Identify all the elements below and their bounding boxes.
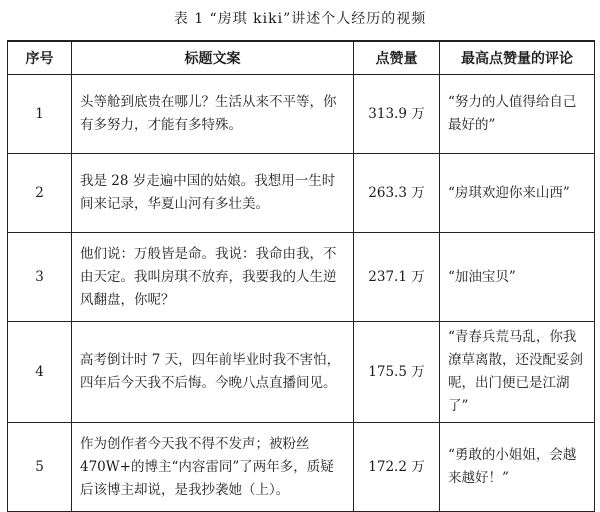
table-row [8, 423, 595, 512]
row-likes: 313.9 万 [354, 75, 440, 154]
row-comment: “勇敢的小姐姐，会越来越好！” [440, 423, 595, 512]
row-title: 头等舱到底贵在哪儿？生活从来不平等，你有多努力，才能有多特殊。 [72, 75, 354, 154]
row-title: 作为创作者今天我不得不发声；被粉丝 470W+的博主“内容雷同”了两年多，质疑后该博主却说，是我抄袭她（上）。 [72, 423, 354, 512]
row-no: 2 [8, 154, 72, 233]
table-row [8, 154, 595, 233]
header-likes: 点赞量 [354, 41, 440, 75]
row-likes: 175.5 万 [354, 322, 440, 423]
header-title: 标题文案 [72, 41, 354, 75]
table-row [8, 322, 595, 423]
row-likes: 172.2 万 [354, 423, 440, 512]
row-comment: “房琪欢迎你来山西” [440, 154, 595, 233]
row-no: 1 [8, 75, 72, 154]
row-comment: “青春兵荒马乱，你我潦草离散，还没配妥剑呢，出门便已是江湖了” [440, 322, 595, 423]
row-comment: “努力的人值得给自己最好的” [440, 75, 595, 154]
row-likes: 263.3 万 [354, 154, 440, 233]
header-comment: 最高点赞量的评论 [440, 41, 595, 75]
row-title: 高考倒计时 7 天，四年前毕业时我不害怕，四年后今天我不后悔。今晚八点直播间见。 [72, 322, 354, 423]
row-likes: 237.1 万 [354, 233, 440, 322]
row-no: 3 [8, 233, 72, 322]
header-no: 序号 [8, 41, 72, 75]
row-comment: “加油宝贝” [440, 233, 595, 322]
row-title: 我是 28 岁走遍中国的姑娘。我想用一生时间来记录，华夏山河有多壮美。 [72, 154, 354, 233]
row-title: 他们说：万般皆是命。我说：我命由我，不由天定。我叫房琪不放弃，我要我的人生逆风翻盘，你呢？ [72, 233, 354, 322]
table-row [8, 233, 595, 322]
row-no: 5 [8, 423, 72, 512]
header-row [8, 41, 595, 75]
video-table [7, 40, 595, 512]
row-no: 4 [8, 322, 72, 423]
table-row [8, 75, 595, 154]
table-caption: 表 1 “房琪 kiki”讲述个人经历的视频 [173, 11, 427, 27]
